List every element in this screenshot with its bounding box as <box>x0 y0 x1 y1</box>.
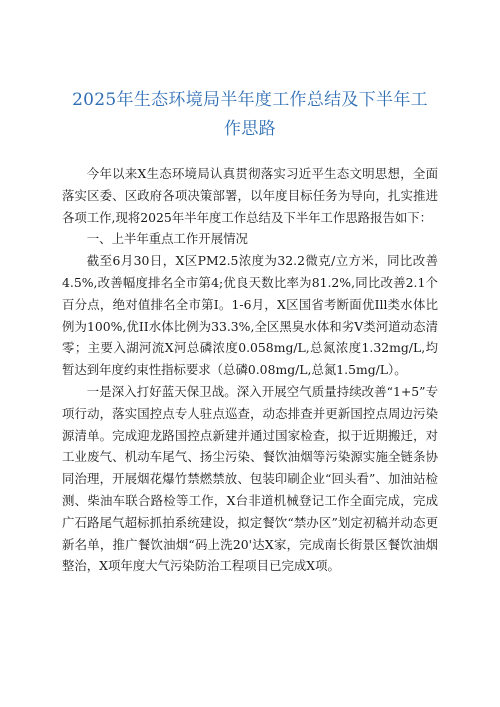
document-title <box>62 86 438 144</box>
document-title-line1: 2025年生态环境局半年度工作总结及下半年工 <box>72 90 428 110</box>
document-title-line2: 作思路 <box>224 119 276 139</box>
section-heading-1: 一、上半年重点工作开展情况 <box>86 231 248 247</box>
document-body <box>62 163 438 577</box>
paragraph-air-water-quality: 截至6月30日，X区PM2.5浓度为32.2微克/立方米，同比改善4.5%,改善幅度排名全市第4;优良天数比率为81.2%,同比改善2.1个百分点，绝对值排名全市第I。1-6月，X区国省考断面优Ill类水体比例为100%,优II水体比例为33.3%,全区黑臭水体和劣V类河道动态清零；主要入湖河流X河总磷浓度0.058mg/L,总氮浓度1.32mg/L,均暂达到年度约束性指标要求（总磷0.08mg/L,总氮1.5mg/L）。 <box>62 253 438 378</box>
paragraph-intro: 今年以来X生态环境局认真贯彻落实习近平生态文明思想，全面落实区委、区政府各项决策部署，以年度目标任务为导向，扎实推进各项工作,现将2025年半年度工作总结及下半年工作思路报告如下： <box>62 166 438 225</box>
paragraph-blue-sky-campaign: 一是深入打好蓝天保卫战。深入开展空气质量持续改善“1+5”专项行动，落实国控点专人驻点巡查，动态排查并更新国控点周边污染源清单。完成迎龙路国控点新建并通过国家检查，拟于近期搬迁，对工业废气、机动车尾气、扬尘污染、餐饮油烟等污染源实施全链条协同治理，开展烟花爆竹禁燃禁放、包装印刷企业“回头看”、加油站检测、柴油车联合路检等工作，X台非道机械登记工作全面完成，完成广石路尾气超标抓拍系统建设，拟定餐饮“禁办区”划定初稿并动态更新名单，推广餐饮油烟“码上洗20'达X家，完成南长街景区餐饮油烟整治，X项年度大气污染防治工程项目已完成X项。 <box>62 383 438 574</box>
